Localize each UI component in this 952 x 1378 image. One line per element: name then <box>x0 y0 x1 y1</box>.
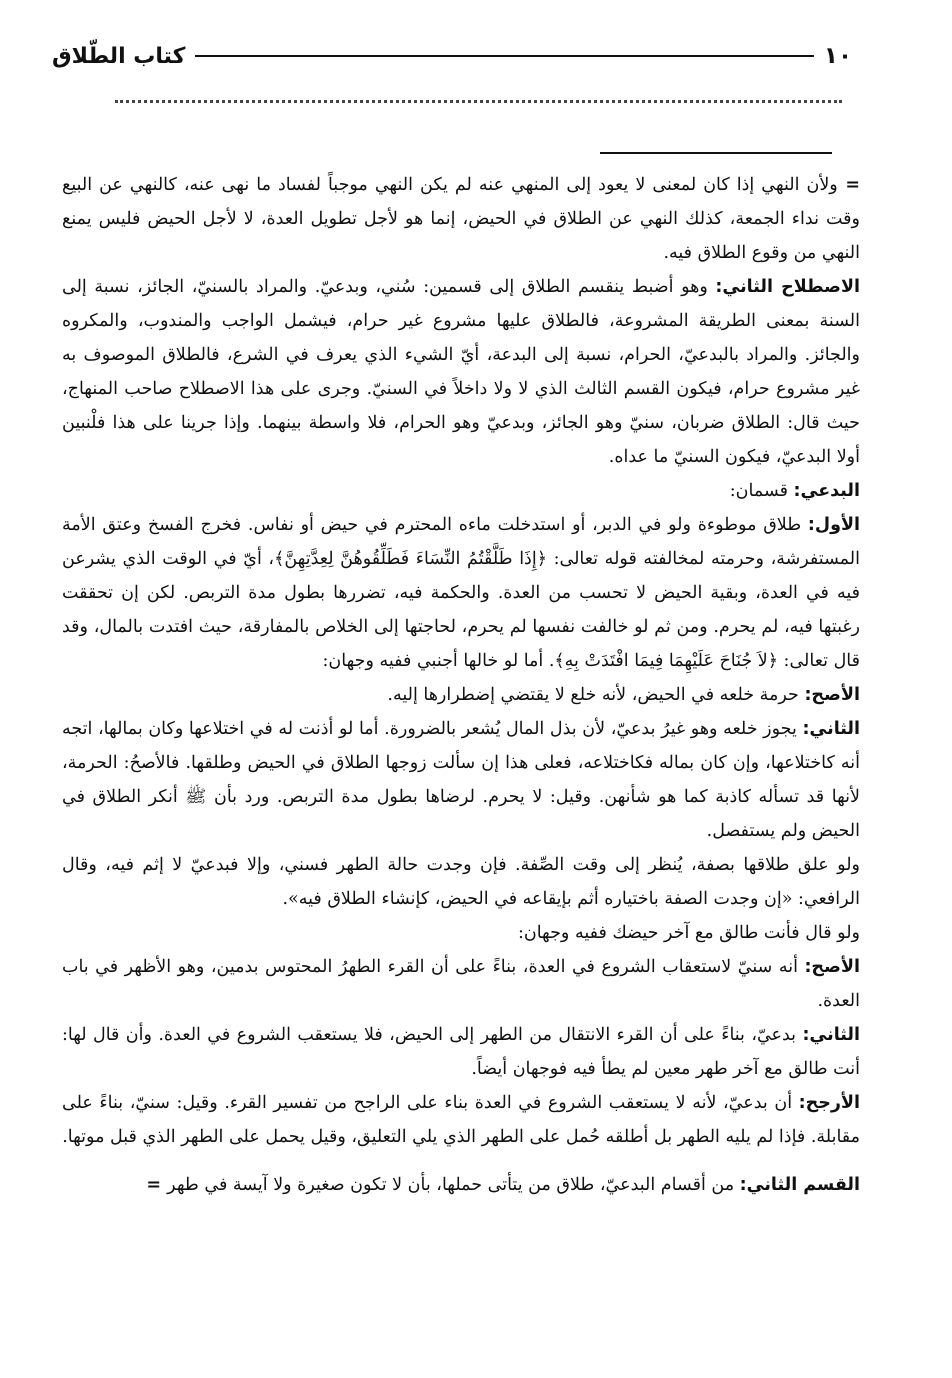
paragraph-text: طلاق موطوءة ولو في الدبر، أو استدخلت ماءه المحترم في حيض أو نفاس. فخرج الفسخ وعتق الأمة المستفرشة، وحرمته لمخالفته قوله تعالى: ﴿إِذَا طَلَّقْتُمُ النِّسَاءَ فَطَلِّقُوهُنَّ لِعِدَّتِهِنَّ﴾، أيّ في الوقت الذي يشرعن فيه في العدة، وبقية الحيض لا تحسب من العدة. والحكمة فيه، تضررها بطول مدة التربص. لكن إن تحققت رغبتها فيه، لم يحرم. ومن ثم لو خالفت نفسها لم يحرم، لحاجتها إلى الخلاص بالمفارقة، حيث افتدت بالمال، وقد قال تعالى: ﴿لاَ جُنَاحَ عَلَيْهِمَا فِيمَا افْتَدَتْ بِهِ﴾. أما لو خالها أجنبي ففيه وجهان: <box>62 515 860 671</box>
paragraph-text: ولو قال فأنت طالق مع آخر حيضك ففيه وجهان: <box>517 923 860 943</box>
paragraph-text: بدعيّ، بناءً على أن القرء الانتقال من الطهر إلى الحيض، فلا يستعقب الشروع في العدة. وأن قال لها: أنت طالق مع آخر طهر معين لم يطأ فيه فوجهان أيضاً. <box>62 1025 860 1079</box>
paragraph-text: أنه سنيّ لاستعقاب الشروع في العدة، بناءً على أن القرء الطهرُ المحتوس بدمين، وهو الأظهر في باب العدة. <box>62 957 860 1011</box>
paragraph <box>62 678 860 712</box>
dotted-separator <box>115 100 842 103</box>
paragraph-text: من أقسام البدعيّ، طلاق من يتأتى حملها، بأن لا تكون صغيرة ولا آيسة في طهر <box>167 1175 740 1195</box>
paragraph <box>62 508 860 678</box>
continuation-mark: = <box>146 1175 168 1195</box>
header-rule <box>195 55 814 57</box>
paragraph <box>62 1018 860 1086</box>
paragraph-term: الثاني: <box>802 719 860 739</box>
paragraph <box>62 916 860 950</box>
paragraph-text: أن بدعيّ، لأنه لا يستعقب الشروع في العدة بناء على الراجح من تفسير القرء. وقيل: سنيّ، بناءً على مقابلة. فإذا لم يليه الطهر بل أطلقه حُمل على الطهر الذي يلي التعليق، وقيل يحمل على الطهر الذي قبل موتها. <box>62 1093 860 1147</box>
paragraph <box>62 270 860 474</box>
paragraph-term: الأصح: <box>804 685 860 705</box>
paragraph-text: حرمة خلعه في الحيض، لأنه خلع لا يقتضي إضطرارها إليه. <box>387 685 805 705</box>
paragraph <box>62 712 860 848</box>
page-number: ١٠ <box>823 43 852 69</box>
paragraph-term: الأول: <box>807 515 860 535</box>
paragraph-term: البدعي: <box>793 481 860 501</box>
book-title: كتاب الطّلاق <box>52 43 186 69</box>
footnote-rule <box>600 152 832 154</box>
paragraph <box>62 950 860 1018</box>
paragraph <box>62 848 860 916</box>
paragraph-text: قسمان: <box>729 481 794 501</box>
paragraph-term: الاصطلاح الثاني: <box>715 277 860 297</box>
paragraph <box>62 474 860 508</box>
paragraph-text: ولو علق طلاقها بصفة، يُنظر إلى وقت الصِّفة. فإن وجدت حالة الطهر فسني، وإلا فبدعيّ لا إثم فيه، وقال الرافعي: «إن وجدت الصفة باختياره أثم بإيقاعه في الحيض، كإنشاء الطلاق فيه». <box>62 855 860 909</box>
paragraph <box>62 1086 860 1154</box>
paragraph-text: وهو أضبط ينقسم الطلاق إلى قسمين: سُني، وبدعيّ. والمراد بالسنيّ، الجائز، نسبة إلى السنة بمعنى الطريقة المشروعة، فالطلاق عليها مشروع غير حرام، فيشمل الواجب والمندوب، والمكروه والجائز. والمراد بالبدعيّ، الحرام، نسبة إلى البدعة، أيّ الشيء الذي يعرف في الشرع، فالطلاق الموصوف به غير مشروع حرام، فيكون القسم الثالث الذي لا ولا داخلاً في السنيّ. وجرى على هذا الاصطلاح صاحب المنهاج، حيث قال: الطلاق ضربان، سنيّ وهو الجائز، وبدعيّ وهو الحرام، فلا واسطة بينهما. وإذا جرينا على هذا فلْنبين أولا البدعيّ، فيكون السنيّ ما عداه. <box>62 277 860 467</box>
paragraph-term: الأرجح: <box>798 1093 860 1113</box>
paragraph-term: الثاني: <box>802 1025 860 1045</box>
page-header <box>52 36 852 76</box>
paragraph-term: القسم الثاني: <box>739 1175 860 1195</box>
paragraph-text: ولأن النهي إذا كان لمعنى لا يعود إلى المنهي عنه لم يكن النهي موجباً لفساد ما نهى عنه، كالنهي عن البيع وقت نداء الجمعة، كذلك النهي عن الطلاق في الحيض، إنما هو لأجل تطويل العدة، لا لأجل الحيض فليس يمنع النهي من وقوع الطلاق فيه. <box>62 175 860 263</box>
footnote-body <box>62 168 860 1202</box>
paragraph-term: الأصح: <box>804 957 860 977</box>
continuation-mark: = <box>837 175 860 195</box>
paragraph-text: يجوز خلعه وهو غيرُ بدعيّ، لأن بذل المال يُشعر بالضرورة. أما لو أذنت له في اختلاعها وكان بمالها، اتجه أنه كاختلاعها، وإن كان بماله فكاختلاعه، فعلى هذا إن سألت زوجها الطلاق في الحيض وطلقها. فالأصحُ: الحرمة، لأنها قد تسأله كاذبة كما هو شأنهن. وقيل: لا يحرم. لرضاها بطول مدة التربص. ورد بأن ﷺ أنكر الطلاق في الحيض ولم يستفصل. <box>62 719 860 841</box>
paragraph <box>62 1168 860 1202</box>
paragraph <box>62 168 860 270</box>
